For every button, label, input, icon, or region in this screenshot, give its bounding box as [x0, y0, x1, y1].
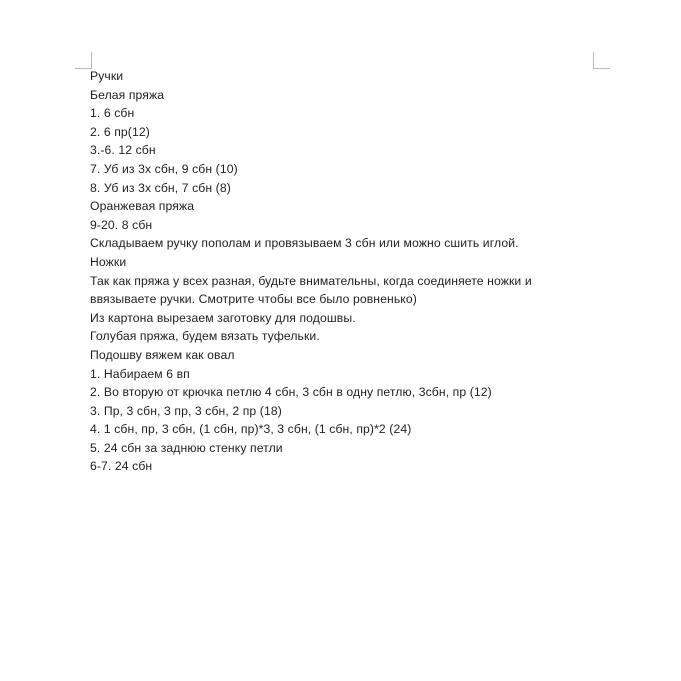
instruction-line: Складываем ручку пополам и провязываем 3 сбн или можно сшить иглой.	[90, 236, 519, 251]
paragraph-line: Голубая пряжа, будем вязать туфельки.	[90, 329, 320, 344]
paragraph-line: ввязываете ручки. Смотрите чтобы все было ровненько)	[90, 292, 417, 307]
instruction-line: 6-7. 24 сбн	[90, 459, 153, 474]
heading-legs: Ножки	[90, 254, 127, 269]
instruction-line: 4. 1 сбн, пр, 3 сбн, (1 сбн, пр)*3, 3 сбн, (1 сбн, пр)*2 (24)	[90, 422, 412, 437]
yarn-white-label: Белая пряжа	[90, 87, 165, 102]
paragraph-line: Так как пряжа у всех разная, будьте внимательны, когда соединяете ножки и	[90, 273, 532, 288]
instruction-line: 1. Набираем 6 вп	[90, 366, 190, 381]
instruction-line: 3. Пр, 3 сбн, 3 пр, 3 сбн, 2 пр (18)	[90, 403, 282, 418]
sole-heading: Подошву вяжем как овал	[90, 347, 235, 362]
document-body[interactable]	[90, 67, 590, 476]
yarn-orange-label: Оранжевая пряжа	[90, 199, 195, 214]
instruction-line: 1. 6 сбн	[90, 106, 135, 121]
instruction-line: 5. 24 сбн за заднюю стенку петли	[90, 440, 283, 455]
instruction-line: 9-20. 8 сбн	[90, 217, 153, 232]
heading-handles: Ручки	[90, 69, 124, 83]
paragraph-line: Из картона вырезаем заготовку для подошвы.	[90, 310, 356, 325]
instruction-line: 2. Во вторую от крючка петлю 4 сбн, 3 сбн в одну петлю, 3сбн, пр (12)	[90, 385, 492, 400]
instruction-line: 2. 6 пр(12)	[90, 124, 150, 139]
instruction-line: 7. Уб из 3х сбн, 9 сбн (10)	[90, 161, 238, 176]
margin-corner-top-right	[593, 52, 610, 69]
instruction-line: 3.-6. 12 сбн	[90, 143, 156, 158]
instruction-line: 8. Уб из 3х сбн, 7 сбн (8)	[90, 180, 231, 195]
